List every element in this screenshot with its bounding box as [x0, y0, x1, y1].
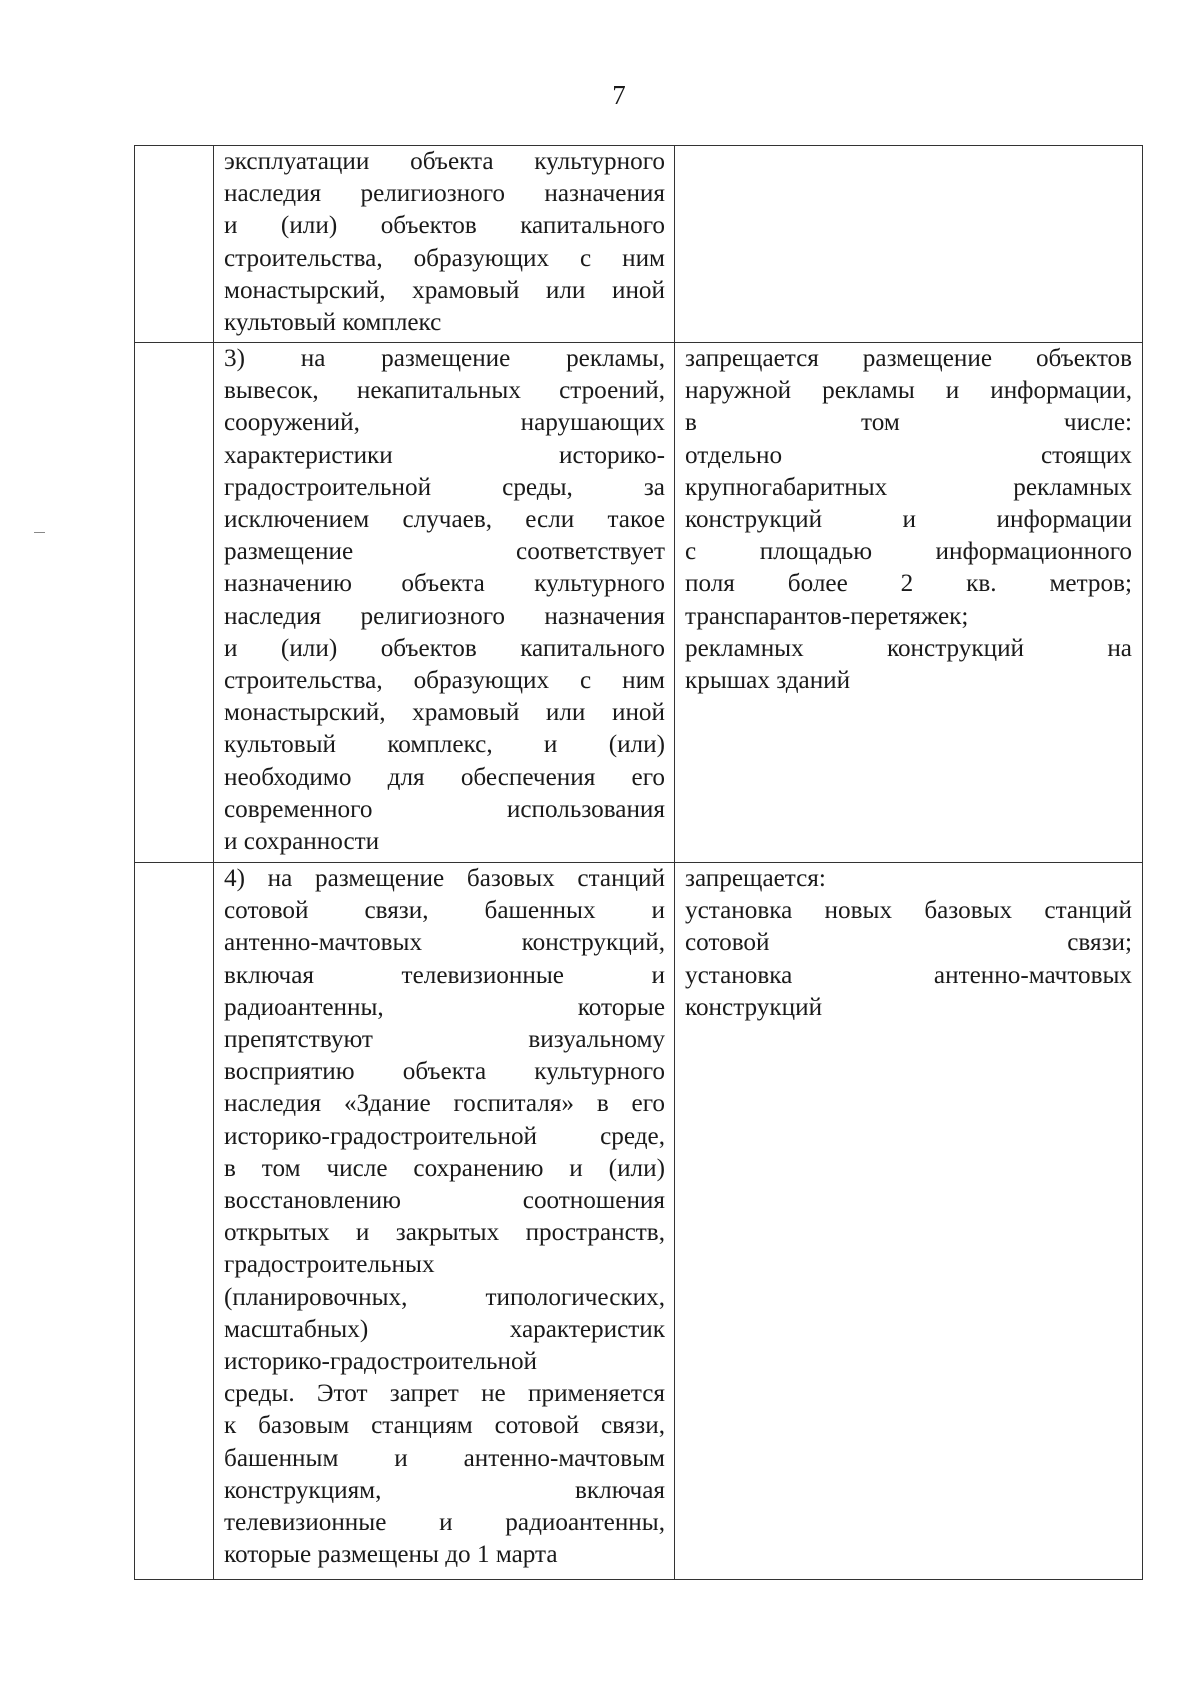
text-line: наследия религиозного назначения — [224, 180, 665, 208]
text-line: культовый комплекс, и (или) — [224, 731, 665, 759]
text-line: запрещается размещение объектов — [685, 345, 1132, 372]
text-line: строительства, образующих с ним — [224, 667, 665, 695]
text-line: антенно-мачтовых конструкций, — [224, 929, 665, 957]
requirement-text — [685, 863, 1132, 1024]
text-line: с площадью информационного — [685, 538, 1132, 566]
description-cell — [214, 146, 675, 343]
row-number-cell — [135, 863, 214, 1580]
text-line: современного использования — [224, 795, 665, 823]
text-line: запрещается: — [685, 865, 826, 892]
text-line: монастырский, храмовый или иной — [224, 699, 665, 727]
text-line: восстановлению соотношения — [224, 1187, 665, 1215]
text-line: установка новых базовых станций — [685, 897, 1132, 925]
text-line: масштабных) характеристик — [224, 1315, 665, 1343]
regulations-table — [134, 145, 1143, 1580]
text-line: сооружений, нарушающих — [224, 409, 665, 437]
text-line: включая телевизионные и — [224, 961, 665, 989]
text-line: монастырский, храмовый или иной — [224, 276, 665, 304]
text-line: размещение соответствует — [224, 538, 665, 566]
description-text — [224, 146, 665, 339]
text-line: в том числе: — [685, 409, 1132, 437]
text-line: (планировочных, типологических, — [224, 1283, 665, 1311]
table-row — [135, 146, 1143, 343]
description-cell — [214, 343, 675, 863]
text-line: назначению объекта культурного — [224, 570, 665, 598]
text-line: вывесок, некапитальных строений, — [224, 377, 665, 405]
text-line: сотовой связи; — [685, 929, 1132, 957]
row-number-cell — [135, 343, 214, 863]
text-line: башенным и антенно-мачтовым — [224, 1444, 665, 1472]
text-line: эксплуатации объекта культурного — [224, 148, 665, 175]
text-line: сотовой связи, башенных и — [224, 897, 665, 925]
requirement-cell — [675, 146, 1143, 343]
text-line: характеристики историко- — [224, 441, 665, 469]
text-line: крышах зданий — [685, 667, 851, 695]
text-line: транспарантов-перетяжек; — [685, 602, 969, 630]
text-line: наследия «Здание госпиталя» в его — [224, 1090, 665, 1118]
text-line: открытых и закрытых пространств, — [224, 1219, 665, 1247]
description-text — [224, 343, 665, 858]
text-line: и (или) объектов капитального — [224, 634, 665, 662]
description-cell — [214, 863, 675, 1580]
row-number-cell — [135, 146, 214, 343]
text-line: и сохранности — [224, 828, 380, 856]
text-line: среды. Этот запрет не применяется — [224, 1380, 665, 1408]
text-line: историко-градостроительной среде, — [224, 1122, 665, 1150]
text-line: и (или) объектов капитального — [224, 212, 665, 240]
text-line: культовый комплекс — [224, 309, 442, 337]
text-line: наследия религиозного назначения — [224, 602, 665, 630]
scan-artifact-mark — [34, 532, 45, 533]
page-number: 7 — [612, 80, 626, 110]
text-line: в том числе сохранению и (или) — [224, 1154, 665, 1182]
text-line: конструкций и информации — [685, 506, 1132, 534]
text-line: конструкциям, включая — [224, 1476, 665, 1504]
text-line: градостроительных — [224, 1251, 435, 1279]
text-line: конструкций — [685, 993, 823, 1021]
text-line: радиоантенны, которые — [224, 993, 665, 1021]
table-row — [135, 863, 1143, 1580]
text-line: 4) на размещение базовых станций — [224, 865, 665, 892]
text-line: телевизионные и радиоантенны, — [224, 1509, 665, 1537]
text-line: восприятию объекта культурного — [224, 1058, 665, 1086]
text-line: исключением случаев, если такое — [224, 506, 665, 534]
text-line: поля более 2 кв. метров; — [685, 570, 1132, 598]
text-line: крупногабаритных рекламных — [685, 473, 1132, 501]
text-line: к базовым станциям сотовой связи, — [224, 1412, 665, 1440]
text-line: отдельно стоящих — [685, 441, 1132, 469]
description-text — [224, 863, 665, 1571]
text-line: необходимо для обеспечения его — [224, 763, 665, 791]
table-row — [135, 343, 1143, 863]
text-line: 3) на размещение рекламы, — [224, 345, 665, 372]
text-line: историко-градостроительной — [224, 1348, 538, 1376]
text-line: препятствуют визуальному — [224, 1026, 665, 1054]
text-line: рекламных конструкций на — [685, 634, 1132, 662]
requirement-cell — [675, 863, 1143, 1580]
requirement-cell — [675, 343, 1143, 863]
requirement-text — [685, 343, 1132, 697]
text-line: строительства, образующих с ним — [224, 244, 665, 272]
text-line: которые размещены до 1 марта — [224, 1541, 558, 1569]
text-line: установка антенно-мачтовых — [685, 961, 1132, 989]
text-line: наружной рекламы и информации, — [685, 377, 1132, 405]
text-line: градостроительной среды, за — [224, 473, 665, 501]
